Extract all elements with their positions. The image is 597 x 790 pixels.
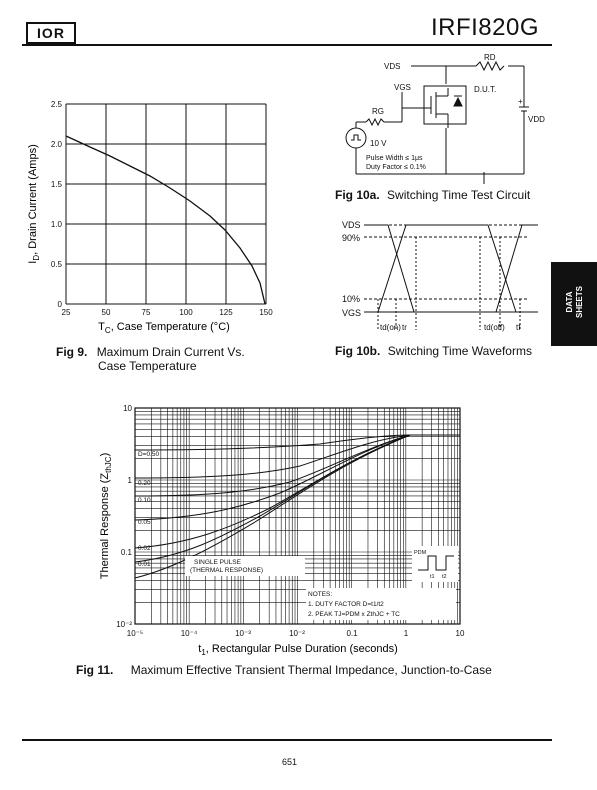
rd-label: RD (484, 53, 496, 62)
notes-title: NOTES: (308, 591, 333, 598)
fig9-xtick: 100 (179, 308, 193, 317)
fig9-caption-num: Fig 9. (56, 345, 88, 359)
note-2: 2. PEAK TJ=PDM x ZthJC + TC (308, 611, 400, 618)
note-1: 1. DUTY FACTOR D=t1/t2 (308, 601, 384, 608)
rg-label: RG (372, 107, 384, 116)
curve-label-d002: 0.02 (138, 545, 151, 552)
single-pulse-label: SINGLE PULSE (194, 559, 241, 566)
curve-label-d050: D=0.50 (138, 451, 160, 458)
curve-label-d005: 0.05 (138, 519, 151, 526)
duty-label: Duty Factor ≤ 0.1% (366, 164, 426, 171)
fig9-ytick: 2.5 (50, 100, 62, 109)
fig10b-caption-num: Fig 10b. (335, 344, 381, 358)
source-label: 10 V (370, 139, 387, 148)
pdm-label: PDM (414, 550, 427, 556)
fig11-xtick: 10⁻⁵ (126, 629, 144, 638)
fig9-ytick: 2.0 (50, 140, 62, 149)
fig9-ylabel: $I_D$, Drain Current (Amps) (27, 144, 41, 264)
tab-line2: SHEETS (575, 286, 584, 319)
vgs-label: VGS (394, 83, 411, 92)
fig11-xtick: 10 (455, 629, 465, 638)
p10-label: 10% (342, 294, 361, 304)
vds-wave-label: VDS (342, 220, 361, 230)
fig9-xtick: 150 (259, 308, 273, 317)
vds-label: VDS (384, 62, 401, 71)
plus-label: + (518, 97, 523, 106)
fig9-xtick: 25 (61, 308, 71, 317)
fig9-ytick: 1.5 (50, 180, 62, 189)
curve-d002 (135, 435, 410, 548)
fig9-xtick: 125 (219, 308, 233, 317)
fig9-caption-line2: Case Temperature (98, 359, 197, 373)
t1-label: t1 (430, 574, 435, 580)
fig9-xtick: 75 (141, 308, 151, 317)
fig10a-caption (335, 188, 530, 202)
fig10b-waveforms (338, 214, 548, 338)
curve-label-d001: 0.01 (138, 561, 151, 568)
part-number: IRFI820G (430, 14, 539, 41)
fig9-chart (20, 96, 300, 341)
fig11-xtick: 10⁻³ (235, 629, 251, 638)
header-rule (22, 44, 552, 46)
ir-logo: IOR (26, 22, 76, 44)
fig11-caption-num: Fig 11. (76, 663, 114, 677)
vgs-wave-label: VGS (342, 308, 362, 318)
tf-label: tf (516, 323, 521, 332)
tab-line1: DATA (565, 291, 574, 313)
page-number: 651 (282, 757, 298, 767)
t2-label: t2 (442, 574, 447, 580)
fig9-ytick: 0 (57, 300, 62, 309)
fig11-xtick: 1 (403, 629, 409, 638)
fig11-ytick: 1 (127, 476, 132, 485)
curve-label-d010: 0.10 (138, 497, 151, 504)
curve-label-d020: 0.20 (138, 480, 151, 487)
fig11-xtick: 0.1 (346, 629, 358, 638)
fig10b-caption (335, 344, 532, 358)
fig11-xtick: 10⁻⁴ (180, 629, 198, 638)
fig9-curve (66, 136, 265, 304)
fig11-xlabel: $t_1$, Rectangular Pulse Duration (seconds) (198, 643, 398, 657)
fig9-ytick: 0.5 (50, 260, 62, 269)
fig11-ylabel: Thermal Response $(Z_{thJC})$ (99, 452, 113, 580)
fig9-ytick: 1.0 (50, 220, 62, 229)
fig11-ytick: 10 (123, 404, 132, 413)
fig9-xlabel: $T_C$, Case Temperature (°C) (98, 321, 230, 335)
dut-label: D.U.T. (474, 85, 497, 94)
fig11-caption (76, 663, 492, 677)
tdoff-label: td(off) (484, 323, 505, 332)
footer-rule (22, 739, 552, 741)
fig10a-caption-num: Fig 10a. (335, 188, 380, 202)
tr-label: tr (402, 323, 407, 332)
fig9-grid (66, 104, 266, 304)
fig10b-caption-text: Switching Time Waveforms (387, 344, 532, 358)
fig11-ytick: 0.1 (120, 548, 132, 557)
vdd-label: VDD (528, 115, 545, 124)
p90-label: 90% (342, 233, 361, 243)
fig9-caption-line1: Maximum Drain Current Vs. (96, 345, 245, 359)
fig10a-circuit (336, 52, 551, 187)
pw-label: Pulse Width ≤ 1μs (366, 155, 423, 162)
fig9-caption (56, 345, 245, 373)
data-sheets-tab (551, 262, 597, 346)
fig11-caption-text: Maximum Effective Transient Thermal Impedance, Junction-to-Case (130, 663, 492, 677)
fig11-ytick: 10⁻² (116, 620, 132, 629)
tdon-label: td(on) (380, 323, 401, 332)
single-pulse-label2: (THERMAL RESPONSE) (190, 567, 264, 574)
fig10a-caption-text: Switching Time Test Circuit (387, 188, 531, 202)
fig9-xtick: 50 (101, 308, 111, 317)
fig11-chart (90, 398, 480, 658)
fig11-xtick: 10⁻² (289, 629, 305, 638)
